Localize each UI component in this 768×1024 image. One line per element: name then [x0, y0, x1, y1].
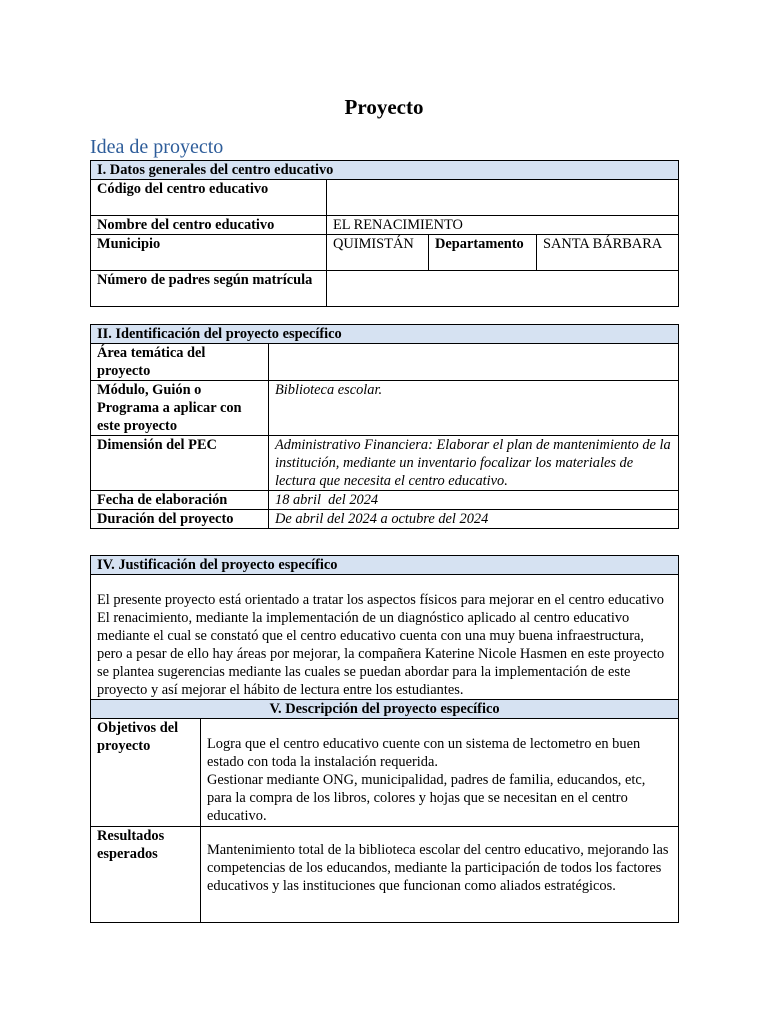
objetivos-label: Objetivos del proyecto — [91, 719, 201, 827]
dimension-value: Administrativo Financiera: Elaborar el plan de mantenimiento de la institución, mediante un inventario focalizar los materiales de lectura que necesita el centro educativo. — [269, 436, 679, 491]
nombre-value: EL RENACIMIENTO — [327, 216, 679, 235]
codigo-value — [327, 180, 679, 216]
dimension-label: Dimensión del PEC — [91, 436, 269, 491]
description-header: V. Descripción del proyecto específico — [91, 700, 679, 719]
idea-heading: Idea de proyecto — [90, 136, 224, 158]
general-data-table — [90, 160, 679, 307]
departamento-label: Departamento — [429, 235, 537, 271]
codigo-label: Código del centro educativo — [91, 180, 327, 216]
justification-description-table — [90, 555, 679, 923]
justification-body: El presente proyecto está orientado a tratar los aspectos físicos para mejorar en el centro educativo El renacimiento, mediante la implementación de un diagnóstico aplicado al centro educativo mediante el cual se constató que el centro educativo cuenta con una muy buena infraestructura, pero a pesar de ello hay áreas por mejorar, la compañera Katerine Nicole Hasmen en este proyecto se plantea sugerencias mediante las cuales se puedan abordar para la implementación de este proyecto y así mejorar el hábito de lectura entre los estudiantes. — [91, 575, 679, 700]
objetivo-2: Gestionar mediante ONG, municipalidad, padres de familia, educandos, etc, para la compra de los libros, colores y hojas que se necesitan en el centro educativo. — [207, 772, 646, 824]
objetivos-value — [201, 719, 679, 827]
resultados-label: Resultados esperados — [91, 827, 201, 923]
page-title: Proyecto — [344, 95, 424, 119]
objetivo-1: Logra que el centro educativo cuente con un sistema de lectometro en buen estado con toda la instalación requerida. — [207, 736, 641, 770]
fecha-value: 18 abril del 2024 — [269, 491, 679, 510]
municipio-label: Municipio — [91, 235, 327, 271]
modulo-value: Biblioteca escolar. — [269, 381, 679, 436]
padres-value — [327, 271, 679, 307]
project-identification-table — [90, 324, 679, 529]
area-value — [269, 344, 679, 381]
departamento-value: SANTA BÁRBARA — [537, 235, 679, 271]
padres-label: Número de padres según matrícula — [91, 271, 327, 307]
duracion-label: Duración del proyecto — [91, 510, 269, 529]
resultados-value: Mantenimiento total de la biblioteca escolar del centro educativo, mejorando las competencias de los educandos, mediante la participación de todos los factores educativos y las instituciones que funcionan como aliados estratégicos. — [201, 827, 679, 923]
general-data-header: I. Datos generales del centro educativo — [91, 161, 679, 180]
identification-header: II. Identificación del proyecto específico — [91, 325, 679, 344]
modulo-label: Módulo, Guión o Programa a aplicar con este proyecto — [91, 381, 269, 436]
nombre-label: Nombre del centro educativo — [91, 216, 327, 235]
justification-header: IV. Justificación del proyecto específico — [91, 556, 679, 575]
duracion-value: De abril del 2024 a octubre del 2024 — [269, 510, 679, 529]
fecha-label: Fecha de elaboración — [91, 491, 269, 510]
area-label: Área temática del proyecto — [91, 344, 269, 381]
municipio-value: QUIMISTÁN — [327, 235, 429, 271]
